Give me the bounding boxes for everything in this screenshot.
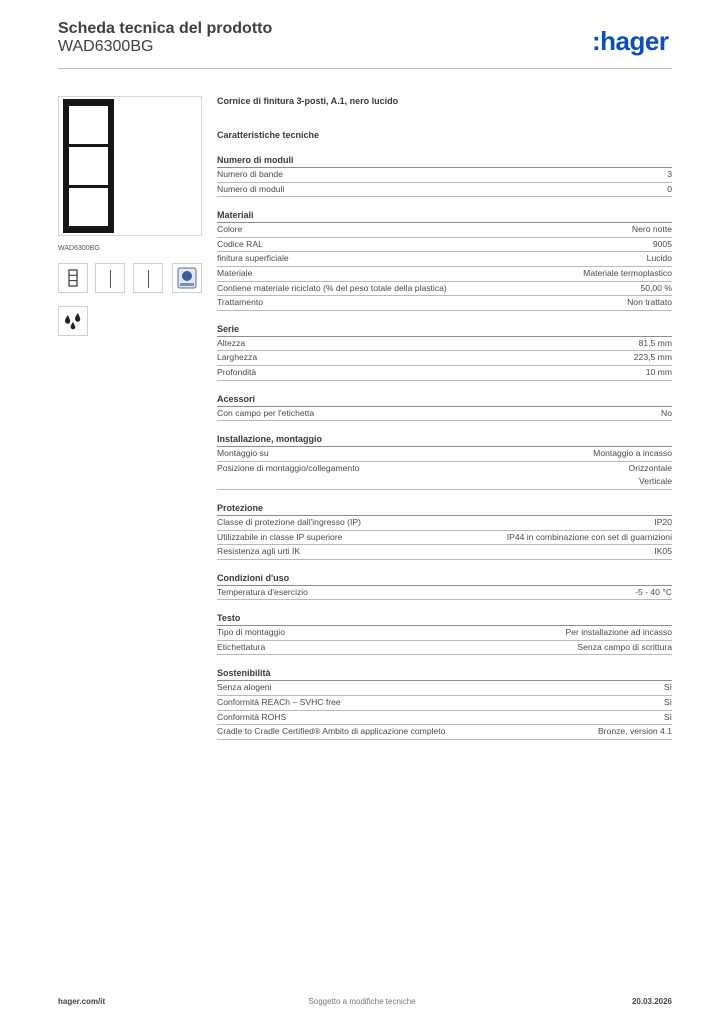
spec-value: 50,00 % bbox=[640, 282, 672, 293]
spec-row bbox=[217, 407, 672, 422]
spec-section bbox=[217, 155, 672, 197]
frame-3-module-icon bbox=[58, 263, 88, 293]
c2c-certified-icon bbox=[172, 263, 202, 293]
spec-label: Senza alogeni bbox=[217, 682, 272, 693]
spec-label: Cradle to Cradle Certified® Ambito di applicazione completo bbox=[217, 726, 446, 737]
section-title: Protezione bbox=[217, 503, 672, 516]
spec-label: Posizione di montaggio/collegamento bbox=[217, 462, 360, 473]
product-code: WAD6300BG bbox=[58, 38, 154, 55]
spec-value: 9005 bbox=[652, 238, 672, 249]
spec-label: Altezza bbox=[217, 337, 246, 348]
spec-row bbox=[217, 725, 672, 740]
section-title: Testo bbox=[217, 613, 672, 626]
hager-logo: :hager bbox=[592, 26, 669, 56]
spec-value: Sì bbox=[663, 697, 672, 708]
spec-section bbox=[217, 324, 672, 381]
spec-value: Senza campo di scrittura bbox=[577, 641, 672, 652]
spec-row bbox=[217, 282, 672, 297]
spec-row bbox=[217, 296, 672, 311]
footer-note: Soggetto a modifiche tecniche bbox=[308, 997, 416, 1006]
spec-section bbox=[217, 613, 672, 655]
spec-row bbox=[217, 238, 672, 253]
spec-label: Profondità bbox=[217, 366, 257, 377]
footer-date: 20.03.2026 bbox=[631, 997, 672, 1006]
spec-label: Larghezza bbox=[217, 352, 258, 363]
section-title: Sostenibilità bbox=[217, 668, 672, 681]
water-drops-icon bbox=[58, 306, 88, 336]
mount-line-icon bbox=[133, 263, 163, 293]
spec-label: Resistenza agli urti IK bbox=[217, 546, 301, 557]
spec-label: Conformità ROHS bbox=[217, 711, 287, 722]
spec-row bbox=[217, 183, 672, 198]
spec-value: 10 mm bbox=[645, 366, 672, 377]
section-title: Materiali bbox=[217, 210, 672, 223]
spec-value: No bbox=[661, 407, 672, 418]
spec-label: Con campo per l'etichetta bbox=[217, 407, 315, 418]
spec-row bbox=[217, 366, 672, 381]
spec-section bbox=[217, 573, 672, 601]
spec-value: Lucido bbox=[646, 253, 672, 264]
spec-value: Orizzontale Verticale bbox=[628, 462, 672, 487]
page-title: Scheda tecnica del prodotto bbox=[58, 20, 273, 37]
spec-value: Sì bbox=[663, 711, 672, 722]
characteristics-title: Caratteristiche tecniche bbox=[217, 130, 320, 140]
section-title: Serie bbox=[217, 324, 672, 337]
spec-label: Classe di protezione dall'ingresso (IP) bbox=[217, 516, 361, 527]
spec-value: Per installazione ad incasso bbox=[565, 627, 672, 638]
spec-row bbox=[217, 462, 672, 490]
spec-value: Sì bbox=[663, 682, 672, 693]
spec-section bbox=[217, 394, 672, 422]
spec-label: Temperatura d'esercizio bbox=[217, 586, 308, 597]
spec-section bbox=[217, 503, 672, 560]
spec-row bbox=[217, 586, 672, 601]
spec-value: IK05 bbox=[654, 546, 672, 557]
spec-row bbox=[217, 267, 672, 282]
spec-main bbox=[217, 96, 672, 740]
spec-value: 223,5 mm bbox=[633, 352, 672, 363]
spec-row bbox=[217, 168, 672, 183]
spec-label: Utilizzabile in classe IP superiore bbox=[217, 531, 343, 542]
spec-label: Colore bbox=[217, 224, 243, 235]
spec-row bbox=[217, 447, 672, 462]
spec-row bbox=[217, 252, 672, 267]
spec-row bbox=[217, 711, 672, 726]
spec-section bbox=[217, 210, 672, 311]
spec-value: -5 - 40 °C bbox=[635, 586, 672, 597]
spec-value: Nero notte bbox=[631, 224, 672, 235]
spec-label: Trattamento bbox=[217, 297, 264, 308]
footer-website[interactable]: hager.com/it bbox=[58, 997, 106, 1006]
spec-section bbox=[217, 668, 672, 739]
spec-label: Numero di bande bbox=[217, 169, 283, 179]
spec-value: 81,5 mm bbox=[638, 337, 672, 348]
spec-row bbox=[217, 337, 672, 352]
spec-label: Tipo di montaggio bbox=[217, 627, 285, 638]
spec-label: Codice RAL bbox=[217, 238, 263, 249]
spec-row bbox=[217, 681, 672, 696]
spec-section bbox=[217, 434, 672, 490]
section-title: Installazione, montaggio bbox=[217, 434, 672, 447]
spec-row bbox=[217, 696, 672, 711]
section-title: Acessori bbox=[217, 394, 672, 407]
mount-single-line-icon bbox=[95, 263, 125, 293]
spec-label: finitura superficiale bbox=[217, 253, 289, 264]
spec-value: Materiale termoplastico bbox=[583, 267, 672, 278]
spec-row bbox=[217, 531, 672, 546]
image-caption: WAD6300BG bbox=[58, 245, 100, 252]
spec-sections bbox=[217, 155, 672, 740]
spec-label: Etichettatura bbox=[217, 641, 266, 652]
spec-row bbox=[217, 223, 672, 238]
product-image bbox=[58, 96, 202, 236]
spec-label: Materiale bbox=[217, 267, 253, 278]
spec-value: 0 bbox=[667, 183, 672, 194]
spec-value: Non trattato bbox=[627, 297, 672, 308]
spec-row bbox=[217, 626, 672, 641]
section-title: Numero di moduli bbox=[217, 155, 672, 168]
spec-row bbox=[217, 545, 672, 560]
spec-label: Montaggio su bbox=[217, 448, 269, 459]
spec-row bbox=[217, 351, 672, 366]
spec-value: IP44 in combinazione con set di guarnizioni bbox=[506, 531, 672, 542]
spec-row bbox=[217, 516, 672, 531]
section-title: Condizioni d'uso bbox=[217, 573, 672, 586]
spec-label: Numero di moduli bbox=[217, 183, 285, 194]
spec-label: Conformità REACh – SVHC free bbox=[217, 697, 341, 708]
spec-value: Bronze, version 4.1 bbox=[597, 726, 672, 737]
spec-row bbox=[217, 641, 672, 656]
spec-value: Montaggio a incasso bbox=[593, 448, 672, 459]
spec-label: Contiene materiale riciclato (% del peso totale della plastica) bbox=[217, 282, 447, 293]
spec-value: IP20 bbox=[654, 516, 672, 527]
header-divider bbox=[58, 68, 672, 69]
frame-black-illustration bbox=[63, 99, 114, 233]
spec-value: 3 bbox=[667, 169, 672, 179]
product-description: Cornice di finitura 3-posti, A.1, nero lucido bbox=[217, 96, 399, 106]
